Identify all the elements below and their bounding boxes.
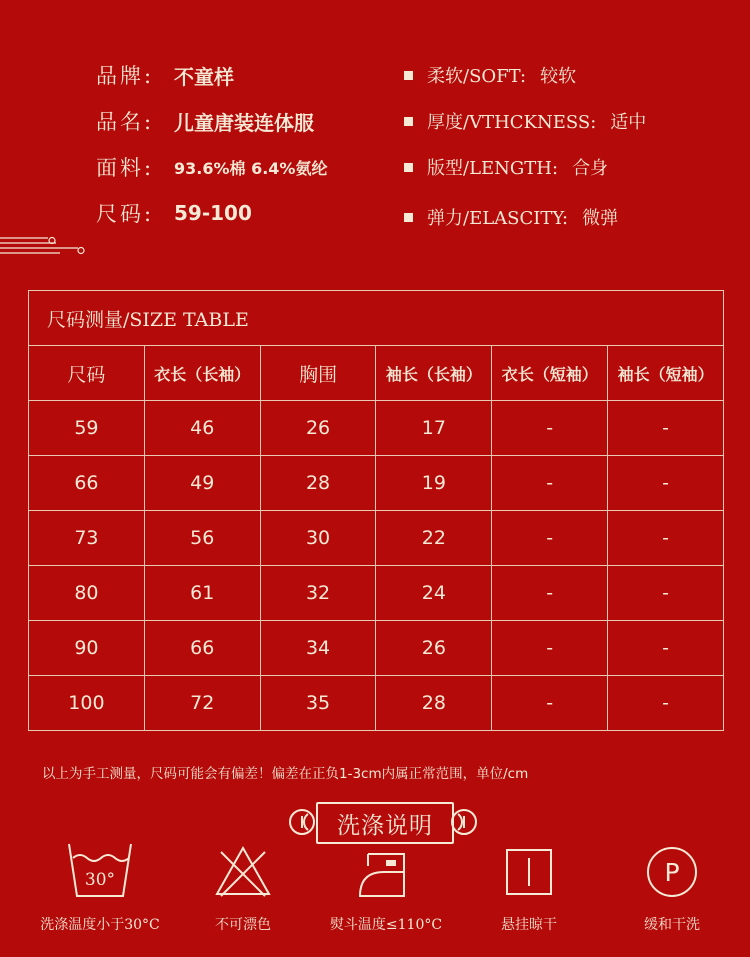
attr-value: 较软	[540, 66, 577, 87]
table-cell: 30	[260, 511, 376, 566]
care-item-iron	[306, 838, 466, 933]
spec-brand	[96, 52, 327, 98]
bullet-icon	[404, 71, 413, 80]
table-cell: 28	[376, 676, 492, 731]
table-cell: 26	[260, 401, 376, 456]
table-cell: 59	[29, 401, 145, 456]
table-cell: 34	[260, 621, 376, 676]
table-cell: -	[492, 676, 608, 731]
table-cell: 66	[29, 456, 145, 511]
attr-softness	[404, 52, 646, 98]
table-cell: 35	[260, 676, 376, 731]
table-cell: 66	[144, 621, 260, 676]
table-cell: -	[492, 566, 608, 621]
table-cell: -	[608, 676, 724, 731]
table-cell: -	[492, 456, 608, 511]
table-cell: -	[608, 566, 724, 621]
table-cell: 28	[260, 456, 376, 511]
table-title: 尺码测量/SIZE TABLE	[29, 291, 724, 346]
table-cell: 61	[144, 566, 260, 621]
spec-product-name	[96, 98, 327, 144]
table-cell: 90	[29, 621, 145, 676]
header-cell: 尺码	[29, 346, 145, 401]
table-cell: 56	[144, 511, 260, 566]
wash-temp-text: 30°	[84, 870, 116, 890]
care-item-dry-clean	[592, 838, 750, 933]
attr-value: 合身	[572, 158, 609, 179]
spec-value: 儿童唐装连体服	[174, 110, 314, 135]
fabric-attributes	[404, 52, 646, 240]
care-label: 不可漂色	[215, 917, 271, 933]
bullet-icon	[404, 163, 413, 172]
spec-value: 59-100	[174, 201, 252, 225]
care-item-hang-dry	[449, 838, 609, 933]
table-cell: 49	[144, 456, 260, 511]
table-cell: 32	[260, 566, 376, 621]
table-cell: 17	[376, 401, 492, 456]
table-cell: 19	[376, 456, 492, 511]
spec-label: 品牌:	[96, 64, 155, 88]
table-cell: -	[608, 401, 724, 456]
product-specs	[96, 52, 327, 236]
table-row	[29, 676, 724, 731]
wash-tub-icon	[65, 838, 135, 900]
bullet-icon	[404, 213, 413, 222]
table-row	[29, 566, 724, 621]
attr-value: 微弹	[582, 208, 619, 229]
table-row	[29, 401, 724, 456]
attr-label: 厚度/VTHCKNESS:	[427, 112, 597, 133]
attr-elasticity	[404, 194, 646, 240]
table-cell: -	[492, 401, 608, 456]
table-cell: 26	[376, 621, 492, 676]
table-cell: -	[492, 621, 608, 676]
no-bleach-icon	[213, 838, 273, 900]
table-cell: 72	[144, 676, 260, 731]
attr-thickness	[404, 98, 646, 144]
spec-value: 不童样	[174, 64, 234, 89]
attr-label: 柔软/SOFT:	[427, 66, 527, 87]
table-cell: 80	[29, 566, 145, 621]
care-label: 缓和干洗	[644, 917, 700, 933]
table-cell: 46	[144, 401, 260, 456]
table-row	[29, 456, 724, 511]
spec-fabric	[96, 144, 327, 190]
care-label: 悬挂晾干	[501, 917, 557, 933]
table-cell: 73	[29, 511, 145, 566]
table-cell: -	[608, 621, 724, 676]
spec-label: 尺码:	[96, 202, 155, 226]
care-label: 熨斗温度≤110°C	[329, 917, 443, 933]
header-cell: 衣长（短袖）	[492, 346, 608, 401]
dry-clean-p-icon	[642, 838, 702, 900]
attr-value: 适中	[610, 112, 647, 133]
hang-dry-icon	[499, 838, 559, 900]
spec-label: 品名:	[96, 110, 155, 134]
bullet-icon	[404, 117, 413, 126]
header-cell: 袖长（短袖）	[608, 346, 724, 401]
attr-fit	[404, 144, 646, 190]
header-cell: 胸围	[260, 346, 376, 401]
care-title: 洗涤说明	[316, 802, 454, 844]
table-cell: -	[492, 511, 608, 566]
table-cell: 24	[376, 566, 492, 621]
iron-icon	[356, 838, 416, 900]
attr-label: 版型/LENGTH:	[427, 158, 559, 179]
table-cell: 22	[376, 511, 492, 566]
care-item-bleach	[163, 838, 323, 933]
size-table	[28, 290, 724, 731]
table-cell: -	[608, 456, 724, 511]
spec-label: 面料:	[96, 156, 155, 180]
spec-value: 93.6%棉 6.4%氨纶	[174, 158, 328, 178]
table-row	[29, 511, 724, 566]
header-cell: 袖长（长袖）	[376, 346, 492, 401]
table-cell: -	[608, 511, 724, 566]
table-cell: 100	[29, 676, 145, 731]
header-cell: 衣长（长袖）	[144, 346, 260, 401]
attr-label: 弹力/ELASCITY:	[427, 208, 569, 229]
care-label: 洗涤温度小于30°C	[40, 917, 160, 933]
dry-clean-letter: P	[664, 858, 680, 887]
table-row	[29, 621, 724, 676]
decorative-lines-icon	[0, 234, 90, 260]
spec-size-range	[96, 190, 327, 236]
table-header-row	[29, 346, 724, 401]
care-item-wash	[20, 838, 180, 933]
measurement-note: 以上为手工测量，尺码可能会有偏差！偏差在正负1-3cm内属正常范围，单位/cm	[42, 766, 529, 782]
table-title-row	[29, 291, 724, 346]
